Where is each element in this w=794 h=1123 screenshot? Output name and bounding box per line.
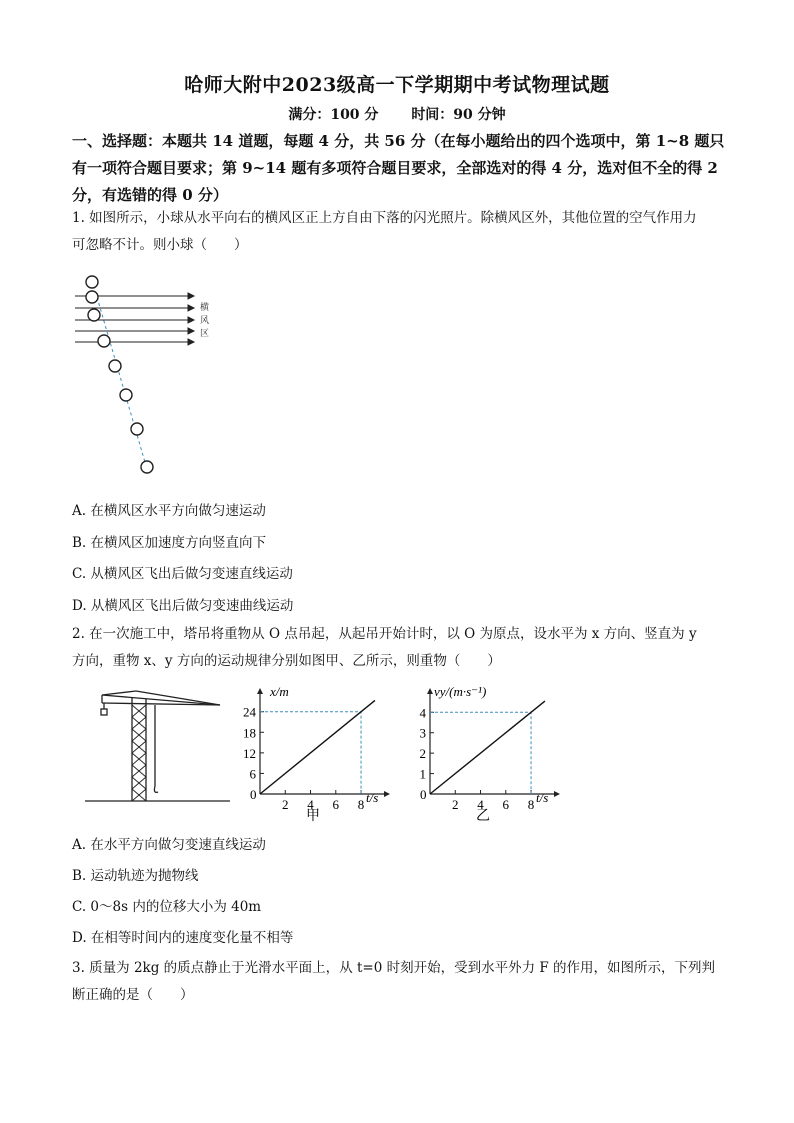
chart-jia-series-line [260,700,375,794]
chart-jia-y-tick-label: 12 [243,745,256,761]
chart-jia-x-arrow [384,791,390,797]
question-3-line2: 断正确的是（ ） [72,987,194,1003]
chart-jia-y-arrow [257,688,263,694]
chart-yi-y-tick-label: 2 [419,746,426,762]
section-heading: 一、选择题：本题共 14 道题，每题 4 分，共 56 分（在每小题给出的四个选项中，第 1~8 题只有一项符合题目要求；第 9~14 题有多项符合题目要求，全部选对的得 4 分，选对但不全的得 2 分，有选错的得 0 分） [72,132,725,204]
q2-option-a: A. 在水平方向做匀变速直线运动 [72,837,266,853]
chart-yi-x-tick-label: 4 [477,797,484,812]
question-3-line1: 3. 质量为 2kg 的质点静止于光滑水平面上，从 t=0 时刻开始，受到水平外力 F 的作用，如图所示，下列判 [72,960,716,976]
time-label: 时间：90 分钟 [411,107,506,123]
chart-yi [408,682,568,827]
chart-yi-y-tick-label: 3 [419,725,426,741]
tower-crane-figure [80,683,240,805]
wind-label-1: 横 [200,302,210,312]
chart-jia-xlabel: t/s [366,790,379,805]
chart-jia [238,682,398,827]
chart-yi-y-tick-label: 1 [419,766,426,782]
chart-jia-y-tick-label: 24 [243,704,256,720]
question-3-stem [72,955,732,1009]
chart-yi-xlabel: t/s [536,790,549,805]
question-1-stem [72,205,732,259]
question-2-line1: 2. 在一次施工中，塔吊将重物从 O 点吊起，从起吊开始计时，以 O 为原点，设水平为 x 方向、竖直为 y [72,626,697,642]
wind-label-2: 风 [200,315,210,325]
chart-jia-caption: 甲 [306,809,320,824]
wind-label-3: 区 [200,328,210,338]
chart-yi-x-tick-label: 6 [502,797,510,812]
q1-option-d: D. 从横风区飞出后做匀变速曲线运动 [72,598,294,614]
chart-yi-x-arrow [554,791,560,797]
q1-option-c: C. 从横风区飞出后做匀变速直线运动 [72,566,293,582]
chart-jia-origin: 0 [250,787,257,802]
chart-yi-origin: 0 [420,787,427,802]
chart-jia-x-tick-label: 6 [332,797,340,812]
chart-jia-x-tick-label: 8 [357,797,365,812]
q1-option-a: A. 在横风区水平方向做匀速运动 [72,503,266,519]
page-title: 哈师大附中2023级高一下学期期中考试物理试题 [184,74,610,96]
chart-yi-x-tick-label: 8 [527,797,535,812]
q2-option-b: B. 运动轨迹为抛物线 [72,868,199,884]
wind-zone-figure [70,270,230,480]
question-1-line1: 1. 如图所示，小球从水平向右的横风区正上方自由下落的闪光照片。除横风区外，其他位置的空气作用力 [72,210,697,226]
chart-yi-x-tick-label: 2 [452,797,459,812]
chart-yi-ylabel: vy/(m·s⁻¹) [434,684,487,699]
chart-jia-x-tick-label: 4 [307,797,314,812]
chart-yi-series-line [430,701,545,794]
question-1-line2: 可忽略不计。则小球（ ） [72,237,248,253]
chart-yi-caption: 乙 [476,809,490,824]
q2-option-c: C. 0～8s 内的位移大小为 40m [72,899,262,915]
trajectory-line [92,280,149,476]
question-2-stem [72,621,732,675]
question-2-line2: 方向，重物 x、y 方向的运动规律分别如图甲、乙所示，则重物（ ） [72,653,501,669]
chart-yi-y-tick-label: 4 [419,705,426,721]
chart-yi-y-arrow [427,688,433,694]
chart-jia-ylabel: x/m [270,684,289,699]
score-label: 满分：100 分 [288,107,379,123]
q1-option-b: B. 在横风区加速度方向竖直向下 [72,535,267,551]
exam-info [0,104,794,124]
chart-jia-x-tick-label: 2 [282,797,289,812]
chart-jia-y-tick-label: 18 [243,725,256,741]
chart-jia-y-tick-label: 6 [249,766,256,782]
q2-option-d: D. 在相等时间内的速度变化量不相等 [72,930,294,946]
